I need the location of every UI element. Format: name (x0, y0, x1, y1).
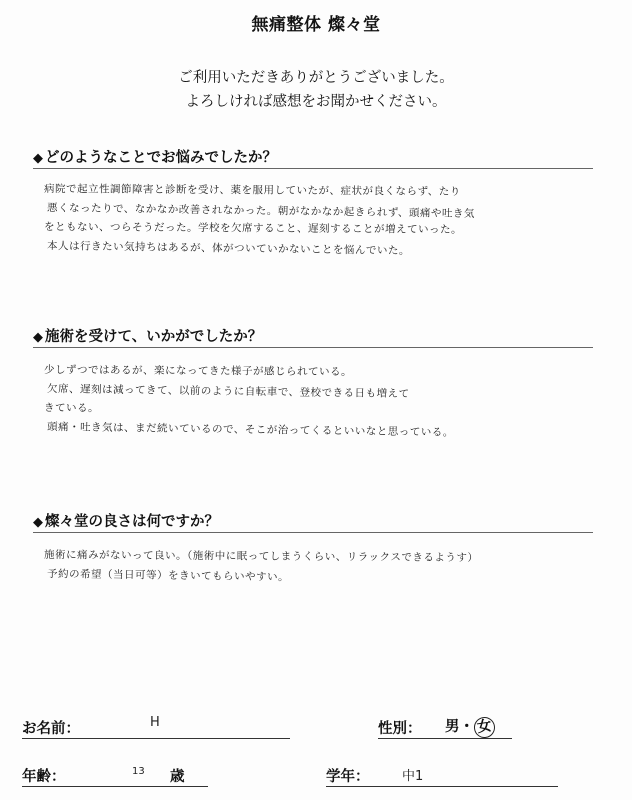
question-1-rule (33, 168, 593, 169)
diamond-bullet-icon: ◆ (33, 330, 43, 345)
gender-male: 男 (445, 719, 460, 735)
question-1-heading (33, 146, 277, 167)
diamond-bullet-icon: ◆ (33, 151, 43, 166)
question-2-heading (33, 325, 262, 346)
answer-3 (44, 546, 604, 584)
answer-2-line: 頭痛・吐き気は、まだ続いているので、そこが治ってくるといいなと思っている。 (46, 421, 454, 439)
question-1-text: どのようなことでお悩みでしたか？ (45, 150, 277, 166)
name-value: H (150, 715, 160, 730)
page-title: 無痛整体 燦々堂 (251, 15, 381, 35)
age-label: 年齢： (22, 769, 66, 785)
grade-underline (326, 786, 558, 787)
answer-1-line: 病院で起立性調節障害と診断を受け、薬を服用していたが、症状が良くならず、たり (43, 183, 461, 198)
diamond-bullet-icon: ◆ (33, 515, 43, 530)
answer-3-line: 予約の希望（当日可等）をきいてもらいやすい。 (46, 568, 290, 584)
intro-text (0, 66, 632, 114)
name-label: お名前： (22, 721, 80, 737)
answer-2 (44, 361, 604, 437)
grade-value: 中1 (402, 769, 424, 784)
answer-1 (44, 180, 604, 256)
gender-female-circled: 女 (473, 716, 497, 740)
question-3-text: 燦々堂の良さは何ですか？ (45, 514, 219, 530)
question-2-text: 施術を受けて、いかがでしたか？ (45, 329, 263, 345)
gender-underline (378, 738, 512, 739)
intro-line-1: ご利用いただきありがとうございました。 (178, 70, 454, 86)
answer-3-line: 施術に痛みがないって良い。（施術中に眠ってしまうくらい、リラックスできるようす） (43, 549, 479, 565)
answer-2-line: 少しずつではあるが、楽になってきた様子が感じられている。 (43, 364, 353, 379)
answer-2-line: 欠席、遅刻は減ってきて、以前のように自転車で、登校できる日も増えて (46, 383, 410, 401)
gender-separator: ・ (459, 719, 474, 735)
answer-2-line: きている。 (43, 402, 100, 415)
age-unit: 歳 (170, 769, 185, 785)
answer-1-line: 本人は行きたい気持ちはあるが、体がついていかないことを悩んでいた。 (46, 240, 411, 258)
name-underline (22, 738, 290, 739)
answer-1-line: をともない、つらそうだった。学校を欠席すること、遅刻することが増えていった。 (43, 221, 463, 236)
intro-line-2: よろしければ感想をお聞かせください。 (185, 94, 447, 110)
age-value: 13 (132, 766, 145, 777)
answer-1-line: 悪くなったりで、なかなか改善されなかった。朝がなかなか起きられず、頭痛や吐き気 (46, 202, 476, 221)
question-2-rule (33, 347, 593, 348)
gender-options (445, 715, 495, 738)
question-3-heading (33, 510, 219, 531)
question-3-rule (33, 532, 593, 533)
grade-label: 学年： (326, 769, 370, 785)
age-underline (22, 786, 208, 787)
gender-label: 性別： (378, 721, 422, 737)
